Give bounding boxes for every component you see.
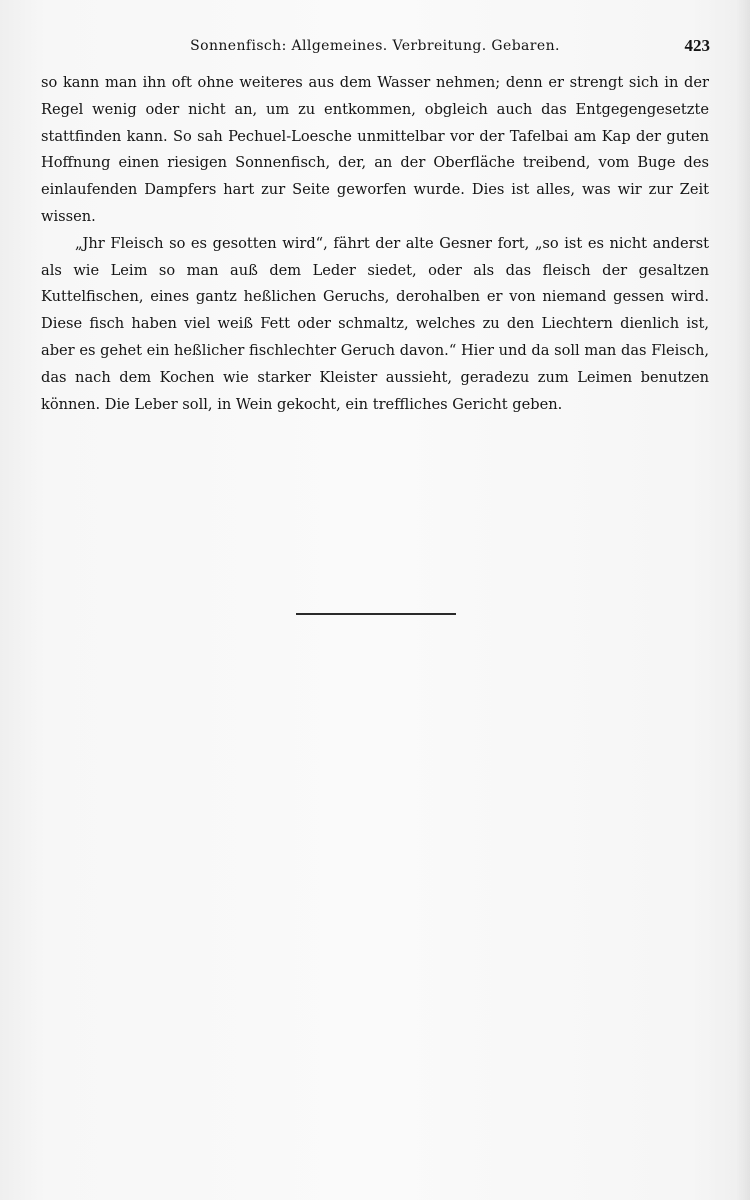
page-header xyxy=(40,36,710,60)
page-number: 423 xyxy=(684,36,710,55)
section-end-rule xyxy=(296,613,456,615)
running-head: Sonnenfisch: Allgemeines. Verbreitung. Gebaren. xyxy=(190,38,560,54)
page-edge-shadow xyxy=(736,0,750,1200)
paragraph-continuation: so kann man ihn oft ohne weiteres aus dem Wasser nehmen; denn er strengt sich in der Regel wenig oder nicht an, um zu entkommen, obgleich auch das Entgegengesetzte stattfinden kann. So sah Pechuel-Loesche unmittelbar vor der Tafelbai am Kap der guten Hoffnung einen riesigen Sonnenfisch, der, an der Oberfläche treibend, vom Buge des einlaufenden Dampfers hart zur Seite geworfen wurde. Dies ist alles, was wir zur Zeit wissen. xyxy=(41,74,709,225)
body-text xyxy=(41,70,709,418)
paragraph-gesner-quote: „Jhr Fleisch so es gesotten wird“, fährt der alte Gesner fort, „so ist es nicht anderst als wie Leim so man auß dem Leder siedet, oder als das fleisch der gesaltzen Kuttelfischen, eines gantz heßlichen Geruchs, derohalben er von niemand gessen wird. Diese fisch haben viel weiß Fett oder schmaltz, welches zu den Liechtern dienlich ist, aber es gehet ein heßlicher fischlechter Geruch davon.“ Hier und da soll man das Fleisch, das nach dem Kochen wie starker Kleister aussieht, geradezu zum Leimen benutzen können. Die Leber soll, in Wein gekocht, ein treffliches Gericht geben. xyxy=(41,234,709,413)
